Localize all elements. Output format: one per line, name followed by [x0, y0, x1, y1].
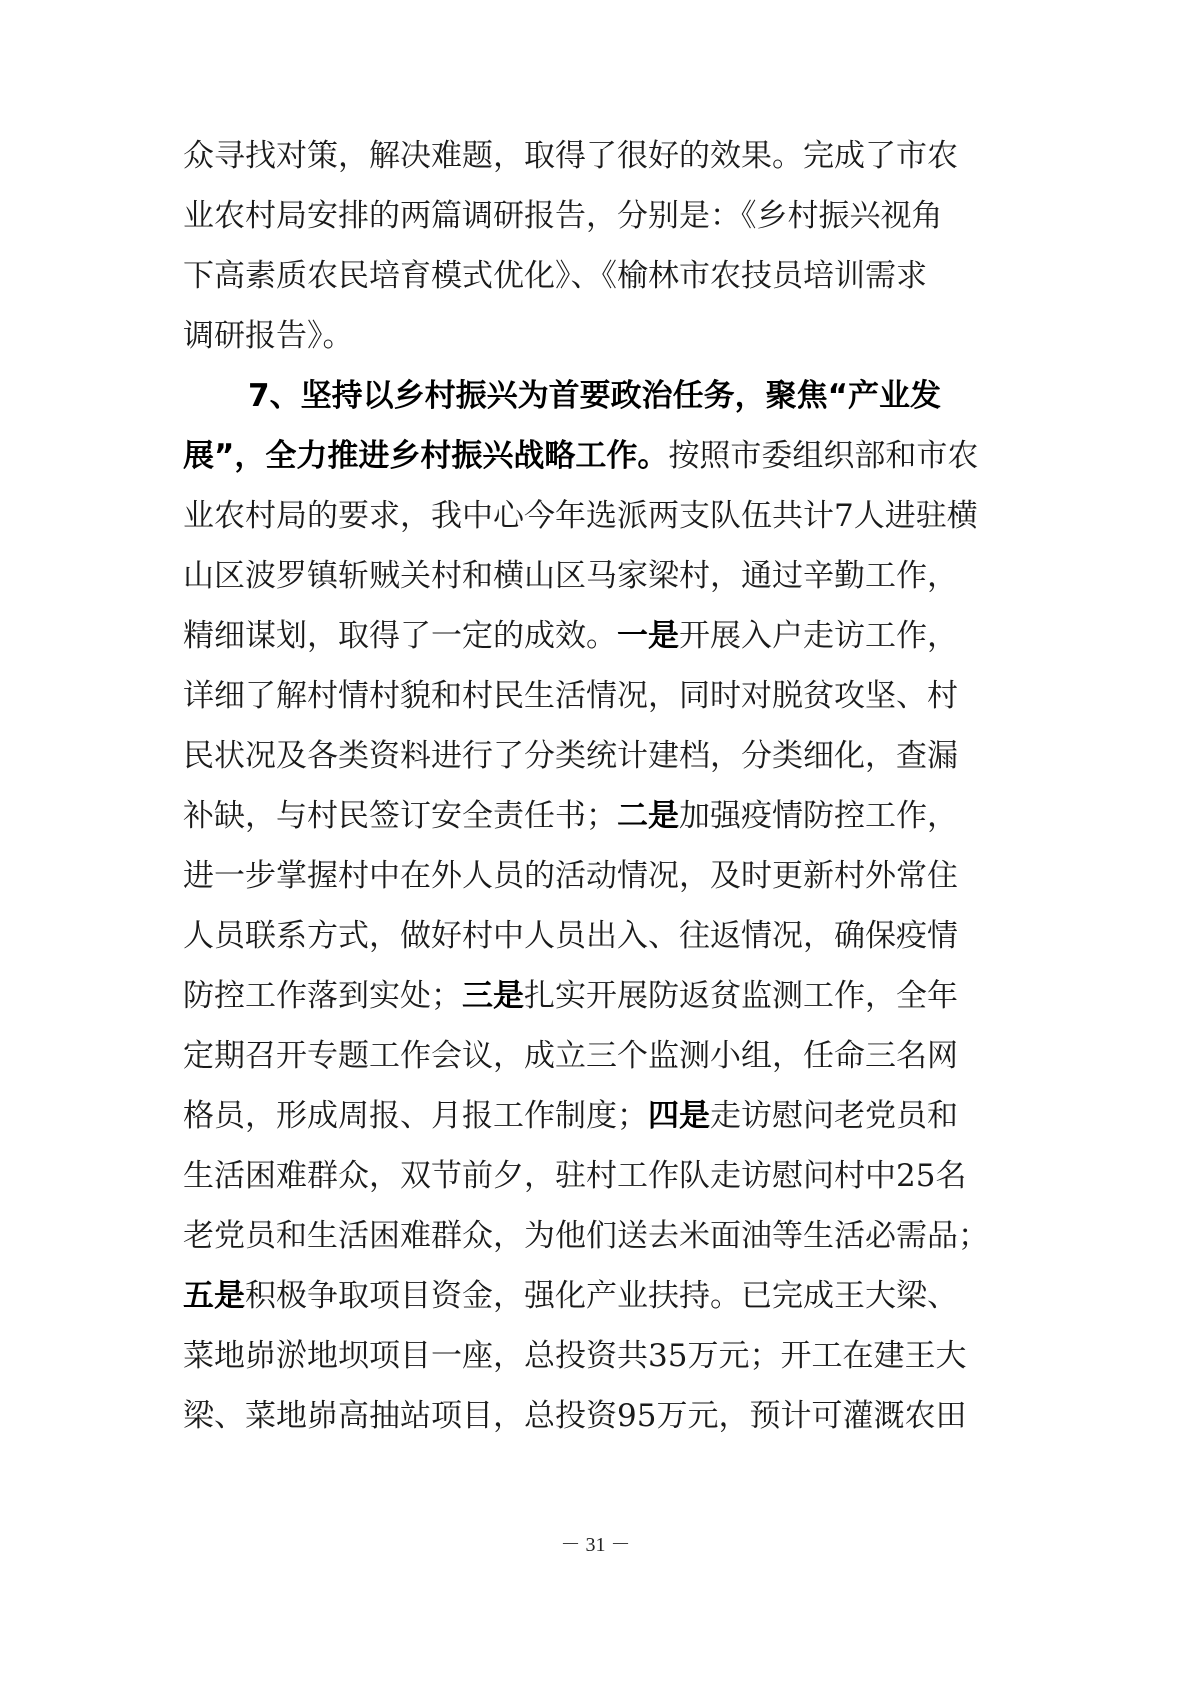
- text-line-8: [183, 546, 1013, 606]
- text-segment: 老党员和生活困难群众，为他们送去米面油等生活必需品；: [183, 1218, 989, 1254]
- text-segment: 菜地峁淤地坝项目一座，总投资共35万元；开工在建王大: [183, 1338, 967, 1374]
- page-number: － 31 －: [560, 1534, 631, 1556]
- text-line-20: [183, 1266, 1013, 1326]
- text-line-11: [183, 726, 1013, 786]
- text-segment: 人员联系方式，做好村中人员出入、往返情况，确保疫情: [183, 918, 958, 954]
- text-segment: 加强疫情防控工作，: [679, 798, 958, 834]
- text-segment: 积极争取项目资金，强化产业扶持。已完成王大梁、: [245, 1278, 958, 1314]
- text-segment: 调研报告》。: [183, 318, 354, 354]
- text-segment: 开展入户走访工作，: [679, 618, 958, 654]
- text-segment: 防控工作落到实处；: [183, 978, 462, 1014]
- text-line-14: [183, 906, 1013, 966]
- text-segment: 业农村局安排的两篇调研报告，分别是：《乡村振兴视角: [183, 198, 943, 234]
- text-segment: 民状况及各类资料进行了分类统计建档，分类细化，查漏: [183, 738, 958, 774]
- bold-keyword: 三是: [462, 978, 524, 1014]
- bold-keyword: 五是: [183, 1278, 245, 1314]
- text-line-6: [183, 426, 1013, 486]
- text-segment: 下高素质农民培育模式优化》、《榆林市农技员培训需求: [183, 258, 927, 294]
- text-line-2: [183, 186, 1013, 246]
- text-line-16: [183, 1026, 1013, 1086]
- text-segment: 扎实开展防返贫监测工作，全年: [524, 978, 958, 1014]
- bold-heading-segment: 展”，全力推进乡村振兴战略工作。: [183, 438, 669, 474]
- text-line-22: [183, 1386, 1013, 1446]
- text-line-10: [183, 666, 1013, 726]
- text-line-9: [183, 606, 1013, 666]
- text-line-1: [183, 126, 1013, 186]
- text-line-7: [183, 486, 1013, 546]
- text-segment: 按照市委组织部和市农: [668, 438, 979, 474]
- text-segment: 众寻找对策，解决难题，取得了很好的效果。完成了市农: [183, 138, 958, 174]
- heading-line-7: [248, 366, 1078, 426]
- text-line-17: [183, 1086, 1013, 1146]
- bold-keyword: 四是: [648, 1098, 710, 1134]
- text-segment: 补缺，与村民签订安全责任书；: [183, 798, 617, 834]
- text-line-4: [183, 306, 1013, 366]
- text-segment: 详细了解村情村貌和村民生活情况，同时对脱贫攻坚、村: [183, 678, 958, 714]
- bold-keyword: 二是: [617, 798, 679, 834]
- text-segment: 梁、菜地峁高抽站项目，总投资95万元，预计可灌溉农田: [183, 1398, 967, 1434]
- bold-heading-segment: 7、坚持以乡村振兴为首要政治任务，聚焦“产业发: [248, 378, 941, 414]
- text-segment: 生活困难群众，双节前夕，驻村工作队走访慰问村中25名: [183, 1158, 967, 1194]
- text-line-21: [183, 1326, 1013, 1386]
- bold-keyword: 一是: [617, 618, 679, 654]
- text-line-18: [183, 1146, 1013, 1206]
- text-line-12: [183, 786, 1013, 846]
- text-line-3: [183, 246, 1013, 306]
- text-segment: 山区波罗镇斩贼关村和横山区马家梁村，通过辛勤工作，: [183, 558, 958, 594]
- text-segment: 业农村局的要求，我中心今年选派两支队伍共计7人进驻横: [183, 498, 978, 534]
- text-segment: 精细谋划，取得了一定的成效。: [183, 618, 617, 654]
- text-segment: 定期召开专题工作会议，成立三个监测小组，任命三名网: [183, 1038, 958, 1074]
- text-line-13: [183, 846, 1013, 906]
- text-line-15: [183, 966, 1013, 1026]
- text-segment: 走访慰问老党员和: [710, 1098, 958, 1134]
- text-segment: 进一步掌握村中在外人员的活动情况，及时更新村外常住: [183, 858, 958, 894]
- text-line-19: [183, 1206, 1013, 1266]
- text-segment: 格员，形成周报、月报工作制度；: [183, 1098, 648, 1134]
